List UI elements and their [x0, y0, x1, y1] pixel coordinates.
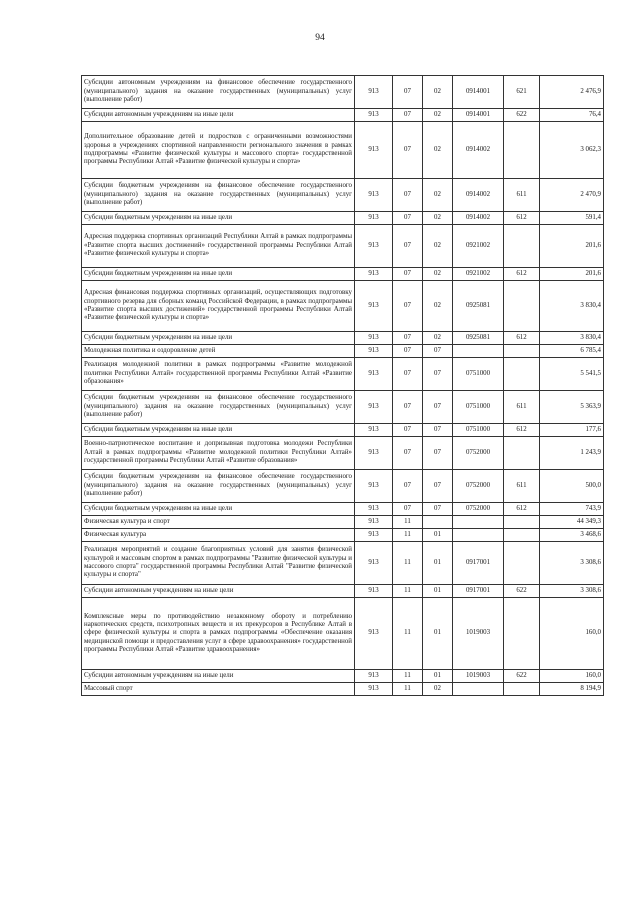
rz-code: 07	[393, 391, 423, 424]
table-row	[82, 358, 604, 391]
table-row	[82, 437, 604, 470]
cs-code: 0914002	[453, 212, 504, 225]
row-name: Субсидии бюджетным учреждениям на финансовое обеспечение государственного (муниципального) задания на оказание государственных (муниципальных) услуг (выполнение работ)	[82, 179, 355, 212]
row-name: Физическая культура	[82, 529, 355, 542]
rz-code: 07	[393, 212, 423, 225]
cs-code	[453, 516, 504, 529]
sum-value: 3 062,3	[540, 122, 604, 179]
vr-code	[504, 437, 540, 470]
rz-code: 07	[393, 470, 423, 503]
rz-code: 07	[393, 332, 423, 345]
row-name: Реализация молодежной политики в рамках подпрограммы «Развитие молодежной политики Республики Алтай» государственной программы Республики Алтай «Развитие образования»	[82, 358, 355, 391]
vr-code	[504, 542, 540, 585]
row-name: Субсидии автономным учреждениям на финансовое обеспечение государственного (муниципального) задания на оказание государственных (муниципальных) услуг (выполнение работ)	[82, 76, 355, 109]
vr-code: 622	[504, 109, 540, 122]
budget-table	[81, 75, 604, 696]
sum-value: 3 830,4	[540, 332, 604, 345]
table-row	[82, 542, 604, 585]
gr-code: 913	[355, 76, 393, 109]
table-row	[82, 598, 604, 670]
pr-code: 01	[423, 529, 453, 542]
cs-code: 0921002	[453, 225, 504, 268]
rz-code: 07	[393, 437, 423, 470]
sum-value: 1 243,9	[540, 437, 604, 470]
table-row	[82, 585, 604, 598]
vr-code	[504, 529, 540, 542]
vr-code: 612	[504, 268, 540, 281]
table-row	[82, 529, 604, 542]
pr-code: 02	[423, 281, 453, 332]
gr-code: 913	[355, 268, 393, 281]
gr-code: 913	[355, 122, 393, 179]
pr-code: 07	[423, 503, 453, 516]
sum-value: 8 194,9	[540, 683, 604, 696]
vr-code: 611	[504, 391, 540, 424]
gr-code: 913	[355, 542, 393, 585]
gr-code: 913	[355, 212, 393, 225]
gr-code: 913	[355, 503, 393, 516]
table-row	[82, 503, 604, 516]
gr-code: 913	[355, 424, 393, 437]
vr-code	[504, 122, 540, 179]
cs-code: 0925081	[453, 281, 504, 332]
row-name: Субсидии бюджетным учреждениям на иные цели	[82, 332, 355, 345]
cs-code: 0914002	[453, 179, 504, 212]
rz-code: 07	[393, 268, 423, 281]
vr-code	[504, 683, 540, 696]
pr-code: 02	[423, 332, 453, 345]
gr-code: 913	[355, 516, 393, 529]
row-name: Адресная поддержка спортивных организаций Республики Алтай в рамках подпрограммы «Развитие спорта высших достижений» государственной программы Республики Алтай «Развитие физической культуры и спорта»	[82, 225, 355, 268]
cs-code	[453, 345, 504, 358]
vr-code: 621	[504, 76, 540, 109]
rz-code: 11	[393, 670, 423, 683]
rz-code: 07	[393, 345, 423, 358]
row-name: Субсидии бюджетным учреждениям на иные цели	[82, 424, 355, 437]
gr-code: 913	[355, 345, 393, 358]
rz-code: 07	[393, 503, 423, 516]
row-name: Массовый спорт	[82, 683, 355, 696]
table-row	[82, 212, 604, 225]
vr-code	[504, 516, 540, 529]
row-name: Военно-патриотическое воспитание и допризывная подготовка молодежи Республики Алтай в рамках подпрограммы «Развитие молодежной политики Республики Алтай» государственной программы Республики Алтай «Развитие образования»	[82, 437, 355, 470]
sum-value: 3 468,6	[540, 529, 604, 542]
row-name: Адресная финансовая поддержка спортивных организаций, осуществляющих подготовку спортивного резерва для сборных команд Российской Федерации, в рамках подпрограммы «Развитие спорта высших достижений» государственной программы Республики Алтай «Развитие физической культуры и спорта»	[82, 281, 355, 332]
table-row	[82, 391, 604, 424]
table-row	[82, 281, 604, 332]
rz-code: 11	[393, 585, 423, 598]
gr-code: 913	[355, 437, 393, 470]
page-number: 94	[315, 33, 325, 43]
pr-code: 02	[423, 683, 453, 696]
table-row	[82, 516, 604, 529]
table-row	[82, 76, 604, 109]
gr-code: 913	[355, 598, 393, 670]
vr-code: 612	[504, 424, 540, 437]
row-name: Субсидии автономным учреждениям на иные цели	[82, 585, 355, 598]
sum-value: 76,4	[540, 109, 604, 122]
vr-code: 612	[504, 503, 540, 516]
cs-code: 0914001	[453, 76, 504, 109]
row-name: Субсидии автономным учреждениям на иные цели	[82, 670, 355, 683]
gr-code: 913	[355, 358, 393, 391]
vr-code: 622	[504, 670, 540, 683]
rz-code: 07	[393, 225, 423, 268]
vr-code: 611	[504, 179, 540, 212]
row-name: Физическая культура и спорт	[82, 516, 355, 529]
vr-code: 611	[504, 470, 540, 503]
cs-code: 0917001	[453, 585, 504, 598]
gr-code: 913	[355, 109, 393, 122]
gr-code: 913	[355, 281, 393, 332]
pr-code: 07	[423, 437, 453, 470]
pr-code: 02	[423, 122, 453, 179]
table-row	[82, 683, 604, 696]
table-row	[82, 268, 604, 281]
cs-code: 0751000	[453, 391, 504, 424]
table-row	[82, 332, 604, 345]
rz-code: 11	[393, 516, 423, 529]
sum-value: 2 476,9	[540, 76, 604, 109]
sum-value: 3 308,6	[540, 585, 604, 598]
rz-code: 07	[393, 76, 423, 109]
rz-code: 07	[393, 122, 423, 179]
pr-code	[423, 516, 453, 529]
table-row	[82, 670, 604, 683]
gr-code: 913	[355, 179, 393, 212]
pr-code: 01	[423, 585, 453, 598]
sum-value: 177,6	[540, 424, 604, 437]
sum-value: 44 349,3	[540, 516, 604, 529]
cs-code: 1019003	[453, 670, 504, 683]
cs-code: 0752000	[453, 437, 504, 470]
vr-code	[504, 225, 540, 268]
rz-code: 11	[393, 683, 423, 696]
vr-code	[504, 598, 540, 670]
table-row	[82, 109, 604, 122]
rz-code: 07	[393, 281, 423, 332]
sum-value: 160,0	[540, 670, 604, 683]
row-name: Субсидии автономным учреждениям на иные цели	[82, 109, 355, 122]
pr-code: 02	[423, 225, 453, 268]
row-name: Дополнительное образование детей и подростков с ограниченными возможностями здоровья в учреждениях спортивной направленности регионального значения в рамках подпрограммы «Развитие физической культуры и массового спорта» государственной программы Республики Алтай «Развитие физической культуры и спорта»	[82, 122, 355, 179]
rz-code: 11	[393, 598, 423, 670]
cs-code: 0921002	[453, 268, 504, 281]
cs-code: 0752000	[453, 470, 504, 503]
sum-value: 201,6	[540, 268, 604, 281]
pr-code: 07	[423, 470, 453, 503]
cs-code: 0925081	[453, 332, 504, 345]
pr-code: 07	[423, 391, 453, 424]
pr-code: 02	[423, 109, 453, 122]
cs-code	[453, 529, 504, 542]
sum-value: 6 785,4	[540, 345, 604, 358]
pr-code: 02	[423, 76, 453, 109]
pr-code: 02	[423, 268, 453, 281]
sum-value: 3 830,4	[540, 281, 604, 332]
gr-code: 913	[355, 585, 393, 598]
sum-value: 743,9	[540, 503, 604, 516]
row-name: Субсидии бюджетным учреждениям на иные цели	[82, 212, 355, 225]
pr-code: 01	[423, 598, 453, 670]
vr-code	[504, 358, 540, 391]
rz-code: 07	[393, 424, 423, 437]
vr-code: 622	[504, 585, 540, 598]
vr-code: 612	[504, 212, 540, 225]
cs-code	[453, 683, 504, 696]
pr-code: 01	[423, 670, 453, 683]
cs-code: 0751000	[453, 424, 504, 437]
rz-code: 07	[393, 109, 423, 122]
sum-value: 160,0	[540, 598, 604, 670]
row-name: Субсидии бюджетным учреждениям на финансовое обеспечение государственного (муниципального) задания на оказание государственных (муниципальных) услуг (выполнение работ)	[82, 391, 355, 424]
rz-code: 07	[393, 179, 423, 212]
gr-code: 913	[355, 670, 393, 683]
table-row	[82, 179, 604, 212]
row-name: Молодежная политика и оздоровление детей	[82, 345, 355, 358]
table-row	[82, 424, 604, 437]
cs-code: 0914002	[453, 122, 504, 179]
table-row	[82, 225, 604, 268]
gr-code: 913	[355, 470, 393, 503]
rz-code: 11	[393, 542, 423, 585]
cs-code: 1019003	[453, 598, 504, 670]
pr-code: 07	[423, 358, 453, 391]
table-row	[82, 122, 604, 179]
sum-value: 5 363,9	[540, 391, 604, 424]
row-name: Комплексные меры по противодействию незаконному обороту и потреблению наркотических средств, психотропных веществ и их прекурсоров в Республике Алтай в сфере физической культуры и спорта в рамках подпрограммы «Обеспечение оказания медицинской помощи и предоставления услуг в сфере здравоохранения» государственной программы Республики Алтай «Развитие здравоохранения»	[82, 598, 355, 670]
vr-code	[504, 281, 540, 332]
cs-code: 0751000	[453, 358, 504, 391]
pr-code: 02	[423, 212, 453, 225]
sum-value: 201,6	[540, 225, 604, 268]
sum-value: 3 308,6	[540, 542, 604, 585]
gr-code: 913	[355, 225, 393, 268]
vr-code: 612	[504, 332, 540, 345]
gr-code: 913	[355, 529, 393, 542]
sum-value: 500,0	[540, 470, 604, 503]
gr-code: 913	[355, 332, 393, 345]
row-name: Реализация мероприятий и создание благоприятных условий для занятия физической культурой и массовым спортом в рамках подпрограммы "Развитие физической культуры и массового спорта" государственной программы Республики Алтай "Развитие физической культуры и спорта"	[82, 542, 355, 585]
row-name: Субсидии бюджетным учреждениям на финансовое обеспечение государственного (муниципального) задания на оказание государственных (муниципальных) услуг (выполнение работ)	[82, 470, 355, 503]
gr-code: 913	[355, 391, 393, 424]
rz-code: 11	[393, 529, 423, 542]
rz-code: 07	[393, 358, 423, 391]
pr-code: 07	[423, 345, 453, 358]
table-row	[82, 470, 604, 503]
pr-code: 07	[423, 424, 453, 437]
gr-code: 913	[355, 683, 393, 696]
pr-code: 01	[423, 542, 453, 585]
row-name: Субсидии бюджетным учреждениям на иные цели	[82, 503, 355, 516]
sum-value: 5 541,5	[540, 358, 604, 391]
cs-code: 0752000	[453, 503, 504, 516]
row-name: Субсидии бюджетным учреждениям на иные цели	[82, 268, 355, 281]
sum-value: 591,4	[540, 212, 604, 225]
sum-value: 2 470,9	[540, 179, 604, 212]
cs-code: 0917001	[453, 542, 504, 585]
cs-code: 0914001	[453, 109, 504, 122]
pr-code: 02	[423, 179, 453, 212]
vr-code	[504, 345, 540, 358]
table-row	[82, 345, 604, 358]
